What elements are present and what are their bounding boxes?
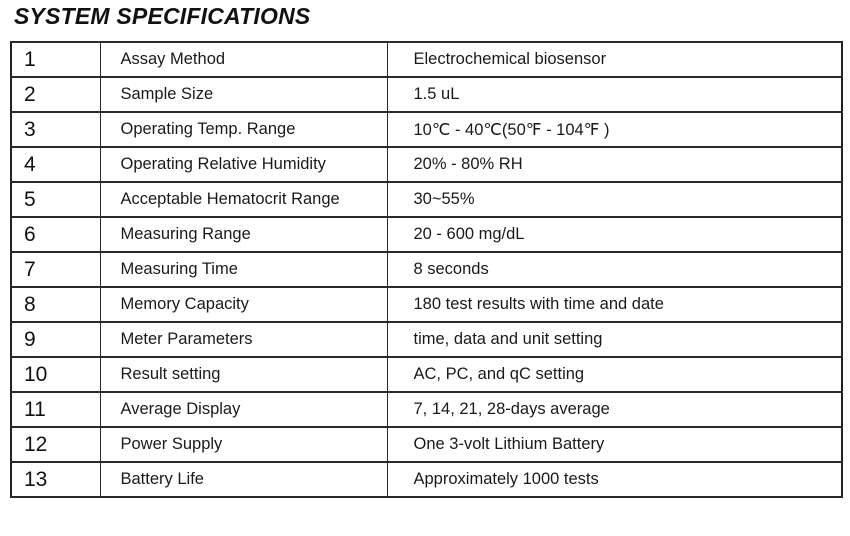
spec-value: AC, PC, and qC setting [387,357,842,392]
table-row [11,182,842,217]
spec-name: Result setting [100,357,387,392]
spec-name: Measuring Range [100,217,387,252]
row-number: 1 [11,42,100,77]
spec-name: Memory Capacity [100,287,387,322]
row-number: 11 [11,392,100,427]
spec-name: Assay Method [100,42,387,77]
row-number: 2 [11,77,100,112]
spec-name: Average Display [100,392,387,427]
row-number: 6 [11,217,100,252]
table-row [11,357,842,392]
spec-name: Meter Parameters [100,322,387,357]
spec-value: 1.5 uL [387,77,842,112]
spec-name: Operating Relative Humidity [100,147,387,182]
spec-value: 10℃ - 40℃(50℉ - 104℉ ) [387,112,842,147]
table-row [11,147,842,182]
row-number: 13 [11,462,100,497]
spec-value: 30~55% [387,182,842,217]
table-row [11,77,842,112]
table-row [11,322,842,357]
row-number: 4 [11,147,100,182]
row-number: 3 [11,112,100,147]
row-number: 7 [11,252,100,287]
spec-value: Electrochemical biosensor [387,42,842,77]
spec-name: Sample Size [100,77,387,112]
spec-name: Measuring Time [100,252,387,287]
spec-name: Acceptable Hematocrit Range [100,182,387,217]
table-row [11,42,842,77]
page-title: SYSTEM SPECIFICATIONS [14,3,311,29]
specifications-table [10,41,843,498]
table-row [11,112,842,147]
table-row [11,427,842,462]
spec-value: Approximately 1000 tests [387,462,842,497]
spec-value: One 3-volt Lithium Battery [387,427,842,462]
table-row [11,217,842,252]
spec-value: 8 seconds [387,252,842,287]
row-number: 8 [11,287,100,322]
spec-name: Operating Temp. Range [100,112,387,147]
table-row [11,392,842,427]
table-row [11,462,842,497]
spec-value: 180 test results with time and date [387,287,842,322]
row-number: 5 [11,182,100,217]
spec-name: Power Supply [100,427,387,462]
spec-value: 7, 14, 21, 28-days average [387,392,842,427]
spec-value: 20 - 600 mg/dL [387,217,842,252]
row-number: 12 [11,427,100,462]
spec-value: 20% - 80% RH [387,147,842,182]
table-row [11,287,842,322]
spec-name: Battery Life [100,462,387,497]
spec-value: time, data and unit setting [387,322,842,357]
row-number: 9 [11,322,100,357]
table-row [11,252,842,287]
row-number: 10 [11,357,100,392]
